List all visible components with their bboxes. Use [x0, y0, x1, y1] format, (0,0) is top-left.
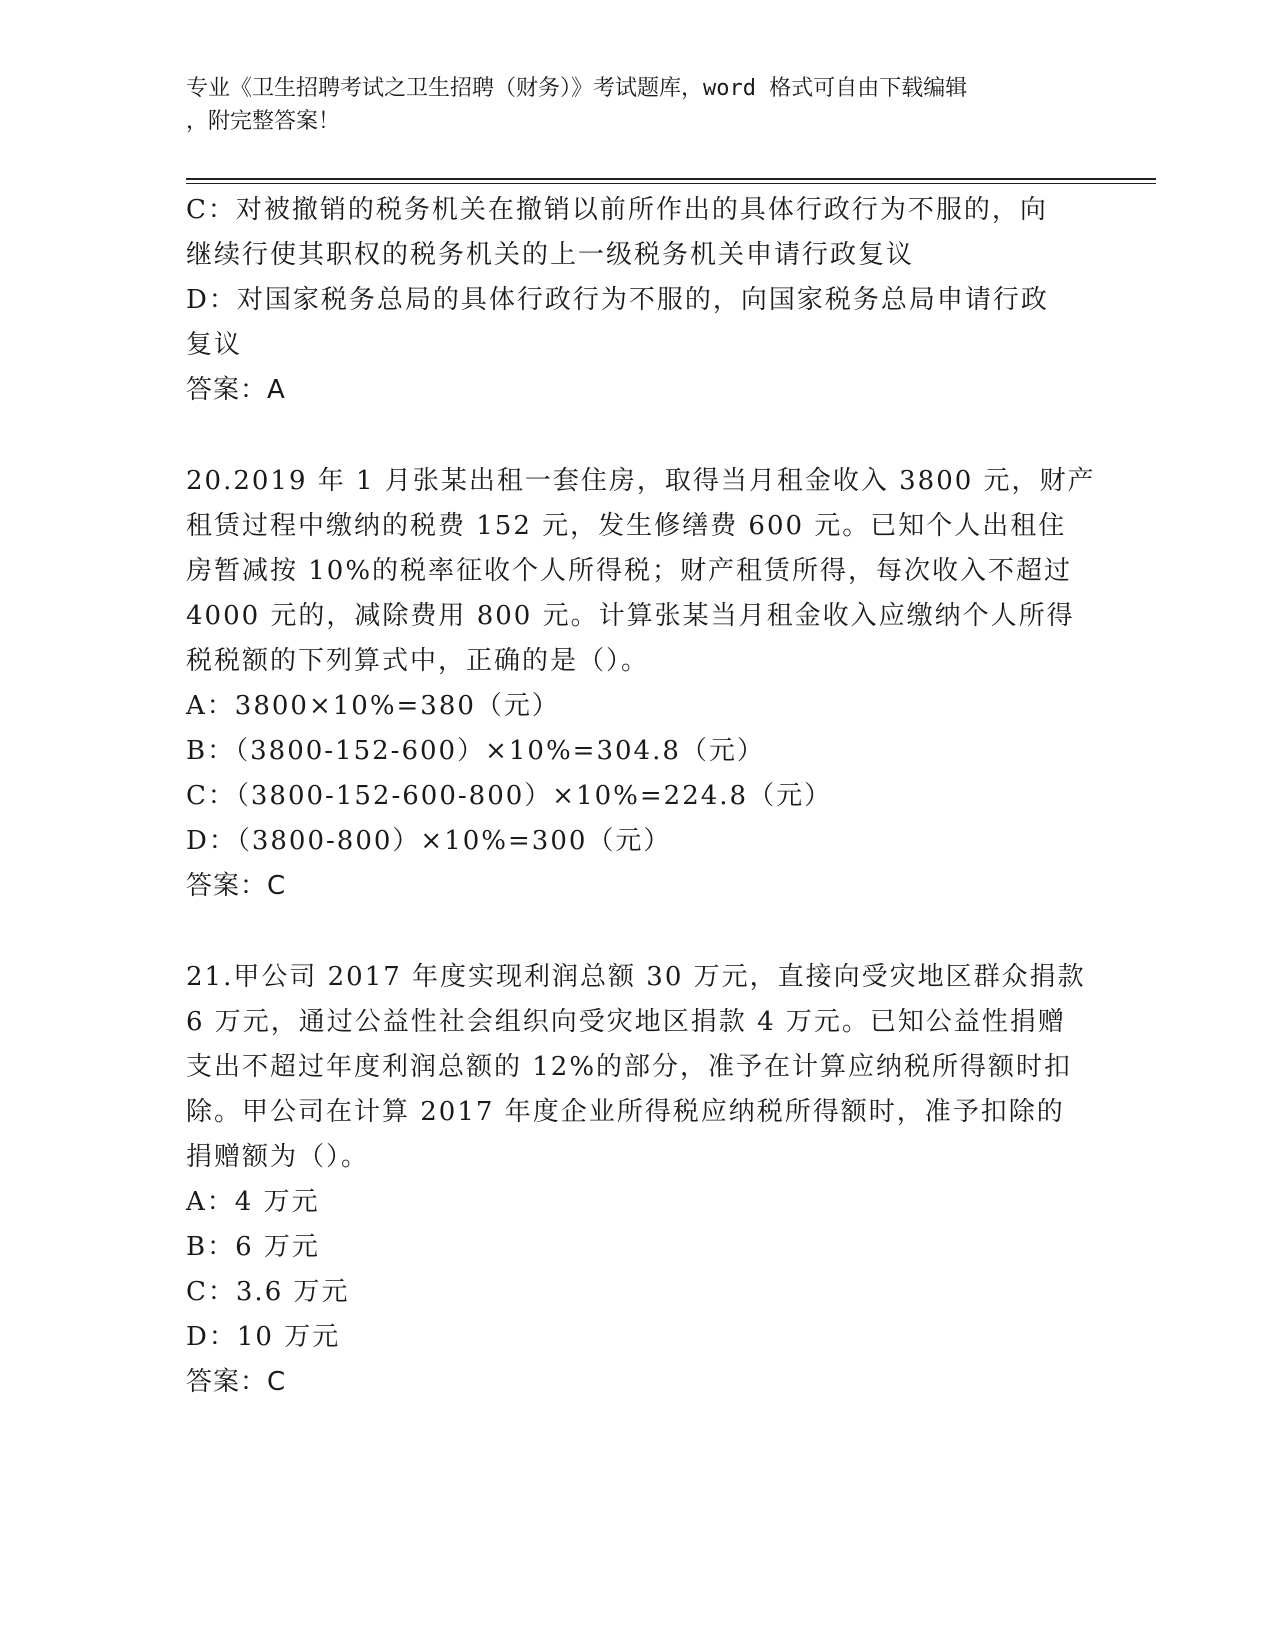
header-line-1: 专业《卫生招聘考试之卫生招聘（财务）》考试题库，word 格式可自由下载编辑: [186, 76, 968, 101]
spacer: [186, 909, 1086, 955]
header-line-2: ，附完整答案！: [186, 109, 341, 134]
header-divider-thick: [186, 178, 1156, 180]
q20-stem-line-1: 20.2019 年 1 月张某出租一套住房，取得当月租金收入 3800 元，财产: [186, 466, 1096, 496]
q20-stem-line-2: 租赁过程中缴纳的税费 152 元，发生修缮费 600 元。已知个人出租住: [186, 511, 1067, 541]
q19-answer: 答案：A: [186, 375, 286, 405]
header-divider-thin: [186, 183, 1156, 184]
q21-option-b: B：6 万元: [186, 1232, 320, 1262]
q21-stem-line-4: 除。甲公司在计算 2017 年度企业所得税应纳税所得额时，准予扣除的: [186, 1097, 1065, 1127]
q19-option-d-line-2: 复议: [186, 330, 243, 360]
q21-stem-line-3: 支出不超过年度利润总额的 12%的部分，准予在计算应纳税所得额时扣: [186, 1052, 1073, 1082]
q21-stem-line-5: 捐赠额为（）。: [186, 1142, 370, 1172]
q20-option-b: B：（3800-152-600）×10%=304.8（元）: [186, 736, 765, 766]
q21-stem-line-1: 21.甲公司 2017 年度实现利润总额 30 万元，直接向受灾地区群众捐款: [186, 962, 1086, 992]
q20-option-d: D：（3800-800）×10%=300（元）: [186, 826, 672, 856]
document-header: [186, 72, 1086, 138]
question-content: [186, 188, 1096, 1405]
q21-answer: 答案：C: [186, 1367, 287, 1397]
q21-stem-line-2: 6 万元，通过公益性社会组织向受灾地区捐款 4 万元。已知公益性捐赠: [186, 1007, 1066, 1037]
q21-option-a: A：4 万元: [186, 1187, 320, 1217]
q21-option-d: D：10 万元: [186, 1322, 341, 1352]
q20-stem-line-5: 税税额的下列算式中，正确的是（）。: [186, 646, 650, 676]
q20-answer: 答案：C: [186, 871, 287, 901]
q20-stem-line-3: 房暂减按 10%的税率征收个人所得税；财产租赁所得，每次收入不超过: [186, 556, 1073, 586]
q20-option-c: C：（3800-152-600-800）×10%=224.8（元）: [186, 781, 833, 811]
q19-option-c-line-1: C：对被撤销的税务机关在撤销以前所作出的具体行政行为不服的，向: [186, 195, 1048, 225]
q19-option-d-line-1: D：对国家税务总局的具体行政行为不服的，向国家税务总局申请行政: [186, 285, 1049, 315]
spacer: [186, 413, 1086, 459]
q21-option-c: C：3.6 万元: [186, 1277, 350, 1307]
q20-stem-line-4: 4000 元的，减除费用 800 元。计算张某当月租金收入应缴纳个人所得: [186, 601, 1075, 631]
q20-option-a: A：3800×10%=380（元）: [186, 691, 560, 721]
q19-option-c-line-2: 继续行使其职权的税务机关的上一级税务机关申请行政复议: [186, 240, 915, 270]
